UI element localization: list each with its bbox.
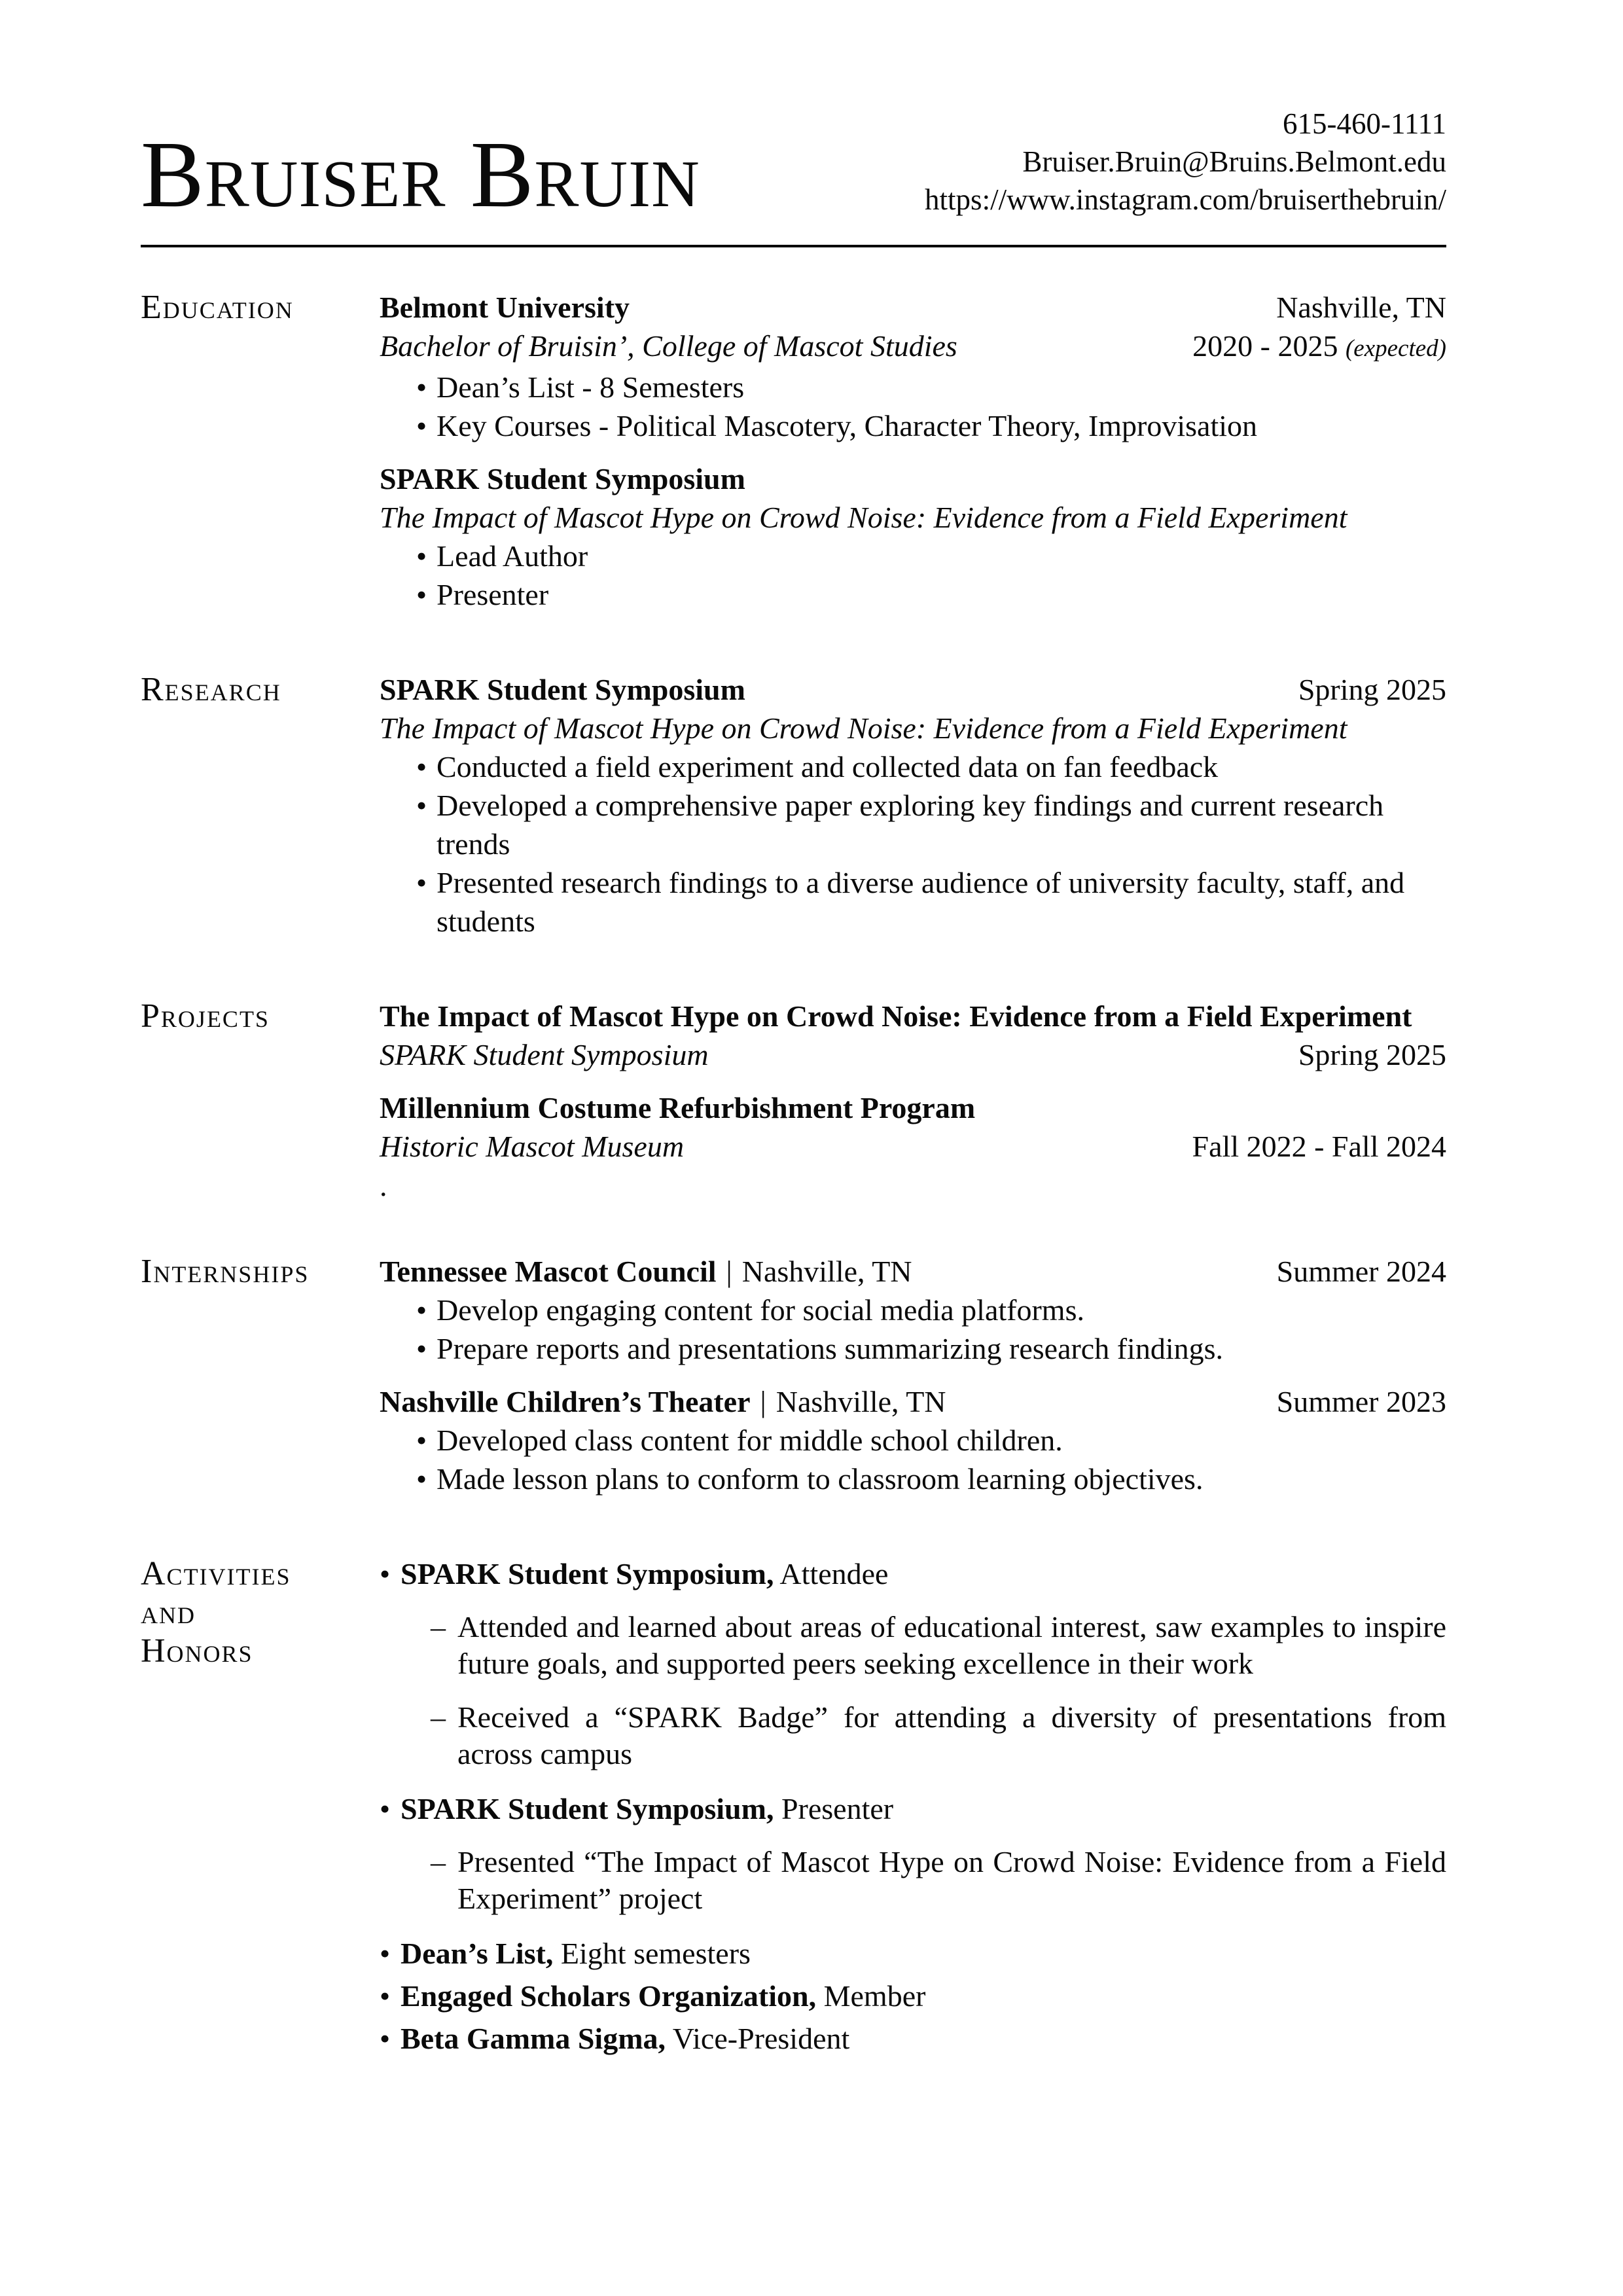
bullet-text: Dean’s List - 8 Semesters: [437, 370, 745, 404]
education-content: [380, 288, 1446, 614]
entry-subheader-line: [380, 498, 1446, 537]
bullet-text: Key Courses - Political Mascotery, Character Theory, Improvisation: [437, 409, 1258, 442]
dash-icon: –: [431, 1845, 446, 1878]
bullet-icon: •: [416, 1424, 427, 1457]
entry-subheader-line: [380, 327, 1446, 368]
company-location: Nashville, TN: [776, 1385, 946, 1418]
list-item: [380, 406, 1446, 445]
bullet-text: Developed a comprehensive paper exploring key findings and current research trends: [437, 789, 1384, 861]
entry-header-line: [380, 997, 1446, 1035]
bullet-icon: •: [416, 750, 427, 783]
entry-header-line: [380, 670, 1446, 709]
section-label-internships: [141, 1252, 380, 1291]
website-url: https://www.instagram.com/bruiserthebruin/: [925, 183, 1446, 216]
activities-content: [380, 1554, 1446, 2058]
bullet-text: Lead Author: [437, 539, 588, 573]
research-venue: SPARK Student Symposium: [380, 673, 745, 706]
projects-content: [380, 997, 1446, 1202]
school-location: Nashville, TN: [1276, 291, 1446, 324]
bullet-icon: •: [416, 409, 427, 442]
research-content: [380, 670, 1446, 941]
entry-header-line: [380, 1088, 1446, 1127]
list-item: [380, 863, 1446, 941]
bullet-text: Developed class content for middle school children.: [437, 1424, 1063, 1457]
activity-heading: [401, 1977, 925, 2016]
section-internships: [141, 1252, 1446, 1498]
person-name: Bruiser Bruin: [141, 122, 700, 227]
internship-dates: Summer 2023: [1276, 1385, 1446, 1418]
section-label-education: [141, 288, 380, 327]
section-label-research: [141, 670, 380, 709]
list-item: [380, 786, 1446, 863]
degree-dates: [1166, 327, 1446, 368]
list-item: [380, 1329, 1446, 1368]
list-item: [380, 747, 1446, 786]
list-item: [380, 368, 1446, 406]
list-item: [380, 575, 1446, 614]
bullet-icon: •: [416, 370, 427, 404]
project-title: The Impact of Mascot Hype on Crowd Noise: Evidence from a Field Experiment: [380, 999, 1412, 1033]
activity-name: Engaged Scholars Organization,: [401, 1979, 817, 2013]
activity-sub-item: [431, 1844, 1446, 1917]
section-label-projects: [141, 997, 380, 1035]
activity-heading: [401, 1789, 893, 1829]
activity-item: [380, 2019, 1446, 2058]
activity-sub-item: [431, 1699, 1446, 1772]
pipe-separator: |: [760, 1385, 766, 1418]
bullet-icon: •: [380, 1979, 391, 2013]
project-entry: [380, 997, 1446, 1074]
project-dates: Spring 2025: [1298, 1038, 1446, 1071]
symposium-bullet-list: [380, 537, 1446, 614]
header: [141, 105, 1446, 227]
bullet-text: Conducted a field experiment and collected data on fan feedback: [437, 750, 1219, 783]
activity-name: SPARK Student Symposium,: [401, 1557, 774, 1590]
education-entry-symposium: [380, 459, 1446, 614]
activity-sub-item: [431, 1609, 1446, 1682]
activity-name: Dean’s List,: [401, 1937, 554, 1970]
activity-item: [380, 1934, 1446, 1973]
activity-item: [380, 1789, 1446, 1829]
internships-content: [380, 1252, 1446, 1498]
degree-title: Bachelor of Bruisin’, College of Mascot Studies: [380, 329, 957, 363]
activity-name: Beta Gamma Sigma,: [401, 2022, 666, 2055]
bullet-text: Develop engaging content for social media platforms.: [437, 1293, 1084, 1327]
bullet-icon: •: [416, 866, 427, 899]
activity-role: Attendee: [779, 1557, 889, 1590]
activity-sub-text: Presented “The Impact of Mascot Hype on Crowd Noise: Evidence from a Field Experiment” project: [457, 1845, 1446, 1915]
bullet-text: Presented research findings to a diverse audience of university faculty, staff, and students: [437, 866, 1405, 938]
internship-entry: [380, 1252, 1446, 1368]
bullet-icon: •: [380, 1792, 391, 1825]
phone-number: 615-460-1111: [1283, 107, 1446, 140]
section-education: [141, 288, 1446, 614]
company-name: Tennessee Mascot Council: [380, 1255, 717, 1288]
bullet-icon: •: [416, 1462, 427, 1496]
symposium-paper-title: The Impact of Mascot Hype on Crowd Noise: Evidence from a Field Experiment: [380, 501, 1347, 534]
activity-role: Vice-President: [672, 2022, 850, 2055]
project-entry: [380, 1088, 1446, 1166]
section-label-line: Research: [141, 671, 281, 708]
bullet-icon: •: [416, 1293, 427, 1327]
internship-entry: [380, 1382, 1446, 1498]
research-bullet-list: [380, 747, 1446, 941]
project-title: Millennium Costume Refurbishment Program: [380, 1091, 976, 1124]
bullet-text: Presenter: [437, 578, 549, 611]
research-entry: [380, 670, 1446, 941]
activity-role: Eight semesters: [560, 1937, 751, 1970]
section-label-line: and: [141, 1594, 196, 1631]
school-bullet-list: [380, 368, 1446, 445]
bullet-icon: •: [380, 1557, 391, 1590]
activity-name: SPARK Student Symposium,: [401, 1792, 774, 1825]
section-label-line: Internships: [141, 1253, 310, 1290]
email-address: Bruiser.Bruin@Bruins.Belmont.edu: [1022, 145, 1446, 178]
entry-subheader-line: [380, 1035, 1446, 1074]
internship-heading: [380, 1382, 946, 1421]
bullet-text: Prepare reports and presentations summarizing research findings.: [437, 1332, 1223, 1365]
internship-heading: [380, 1252, 912, 1291]
bullet-icon: •: [416, 578, 427, 611]
activity-item: [380, 1977, 1446, 2016]
internship-bullet-list: [380, 1421, 1446, 1498]
stray-period-mark: .: [380, 1169, 387, 1202]
bullet-icon: •: [416, 789, 427, 822]
research-paper-title: The Impact of Mascot Hype on Crowd Noise: Evidence from a Field Experiment: [380, 711, 1347, 745]
company-name: Nashville Children’s Theater: [380, 1385, 751, 1418]
project-venue: SPARK Student Symposium: [380, 1038, 709, 1071]
section-label-line: Education: [141, 289, 294, 326]
school-name: Belmont University: [380, 291, 630, 324]
pipe-separator: |: [726, 1255, 732, 1288]
dates-text: 2020 - 2025: [1192, 329, 1338, 363]
bullet-icon: •: [416, 539, 427, 573]
entry-header-line: [380, 459, 1446, 498]
list-item: [380, 1460, 1446, 1498]
symposium-name: SPARK Student Symposium: [380, 462, 745, 495]
dates-expected-note: (expected): [1345, 335, 1446, 362]
entry-header-line: [380, 1252, 1446, 1291]
activity-sub-text: Attended and learned about areas of educational interest, saw examples to inspire future goals, and supported peers seeking excellence in their work: [457, 1610, 1446, 1680]
bullet-icon: •: [416, 1332, 427, 1365]
project-dates: Fall 2022 - Fall 2024: [1192, 1130, 1446, 1163]
section-label-line: Honors: [141, 1632, 253, 1670]
bullet-text: Made lesson plans to conform to classroom learning objectives.: [437, 1462, 1204, 1496]
activity-role: Member: [823, 1979, 926, 2013]
activity-heading: [401, 2019, 849, 2058]
list-item: [380, 1291, 1446, 1329]
dash-icon: –: [431, 1700, 446, 1734]
section-projects: [141, 997, 1446, 1202]
entry-header-line: [380, 288, 1446, 327]
list-item: [380, 1421, 1446, 1460]
education-entry-school: [380, 288, 1446, 445]
bullet-icon: •: [380, 1937, 391, 1970]
section-research: [141, 670, 1446, 941]
activity-role: Presenter: [781, 1792, 894, 1825]
project-venue: Historic Mascot Museum: [380, 1130, 685, 1163]
section-label-line: Activities: [141, 1555, 291, 1592]
activity-heading: [401, 1934, 751, 1973]
research-dates: Spring 2025: [1298, 673, 1446, 706]
bullet-icon: •: [380, 2022, 391, 2055]
section-label-line: Projects: [141, 997, 270, 1035]
entry-subheader-line: [380, 1127, 1446, 1166]
activity-sub-text: Received a “SPARK Badge” for attending a diversity of presentations from across campus: [457, 1700, 1446, 1770]
company-location: Nashville, TN: [741, 1255, 912, 1288]
internship-bullet-list: [380, 1291, 1446, 1368]
list-item: [380, 537, 1446, 575]
section-label-activities: [141, 1554, 380, 1670]
entry-header-line: [380, 1382, 1446, 1421]
contact-info: [925, 105, 1446, 219]
entry-subheader-line: [380, 709, 1446, 747]
activity-item: [380, 1554, 1446, 1594]
activity-heading: [401, 1554, 888, 1594]
section-activities-honors: [141, 1554, 1446, 2058]
internship-dates: Summer 2024: [1276, 1255, 1446, 1288]
dash-icon: –: [431, 1610, 446, 1643]
header-divider: [141, 245, 1446, 247]
